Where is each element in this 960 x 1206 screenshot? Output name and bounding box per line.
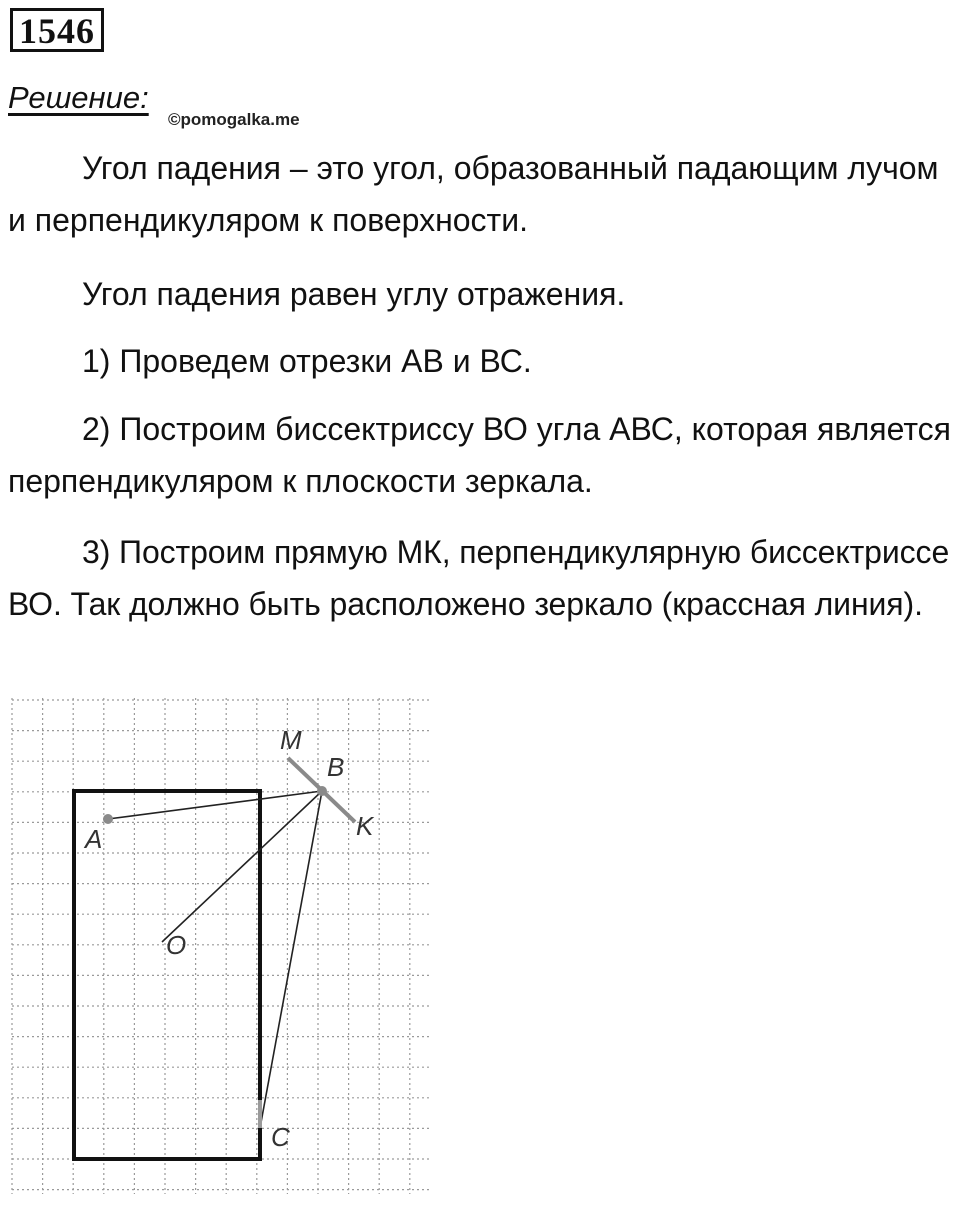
solution-heading: Решение: bbox=[8, 80, 149, 115]
segment-ab bbox=[108, 791, 322, 819]
geometry-diagram bbox=[0, 690, 460, 1200]
paragraph-step-1: 1) Проведем отрезки АВ и ВС. bbox=[82, 343, 532, 379]
point-b bbox=[317, 786, 327, 796]
label-o: O bbox=[166, 930, 187, 960]
label-m: M bbox=[280, 725, 302, 755]
watermark: ©pomogalka.me bbox=[168, 110, 300, 129]
paragraph-step-2: 2) Построим биссектриссу ВО угла АВС, которая является перпендикуляром к плоскости зеркала. bbox=[8, 411, 951, 499]
paragraph-equal-angles: Угол падения равен углу отражения. bbox=[82, 276, 626, 312]
problem-number: 1546 bbox=[10, 8, 104, 52]
paragraph-definition: Угол падения – это угол, образованный падающим лучом и перпендикуляром к поверхности. bbox=[8, 150, 939, 238]
paragraph-step-3: 3) Построим прямую МК, перпендикулярную биссектриссе ВО. Так должно быть расположено зеркало (крассная линия). bbox=[8, 534, 950, 622]
label-a: A bbox=[85, 824, 103, 854]
point-a bbox=[103, 814, 113, 824]
label-c: C bbox=[271, 1122, 290, 1152]
label-b: B bbox=[327, 752, 345, 782]
label-k: K bbox=[356, 811, 374, 841]
